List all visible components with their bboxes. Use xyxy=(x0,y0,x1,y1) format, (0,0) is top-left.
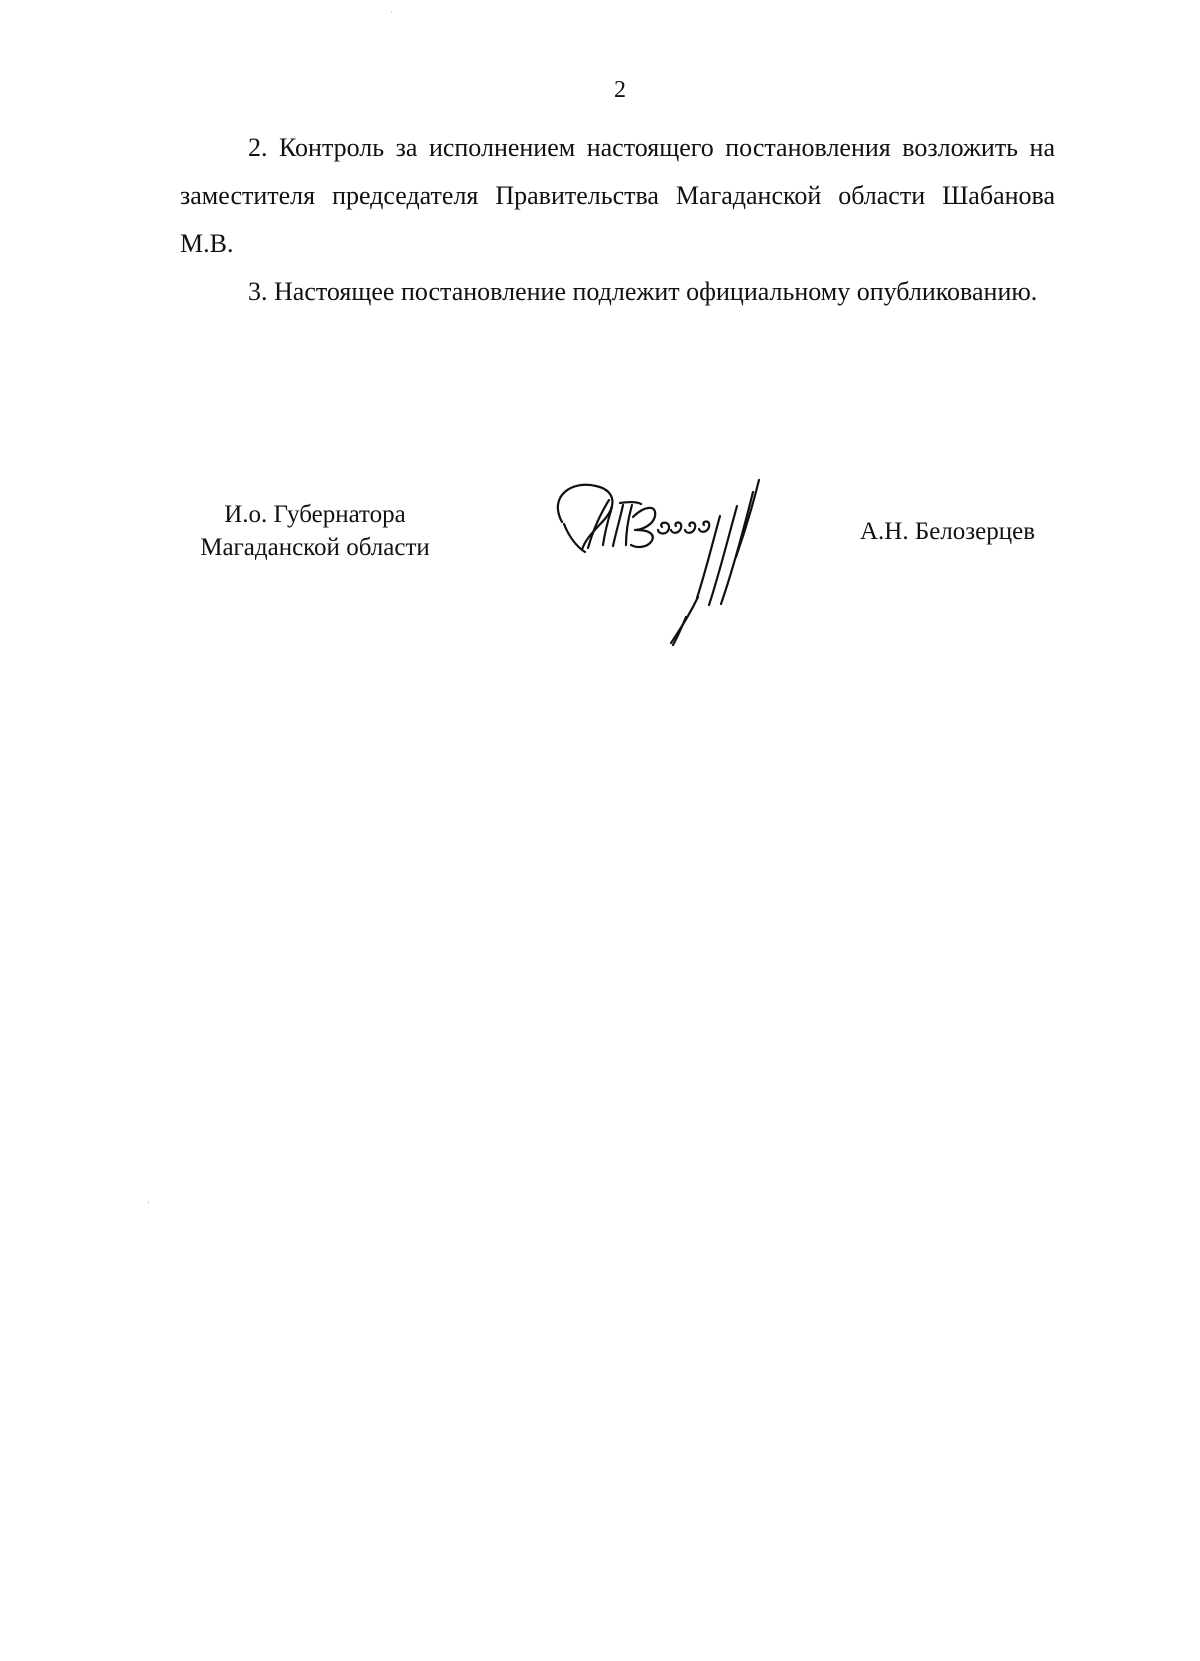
scan-mark xyxy=(391,11,392,13)
signatory-name: А.Н. Белозерцев xyxy=(860,518,1036,545)
signatory-position-line-2: Магаданской области xyxy=(200,534,430,561)
signatory-position xyxy=(180,498,450,564)
signature-block xyxy=(0,498,1200,678)
signatory-position-line-1: И.о. Губернатора xyxy=(224,501,406,528)
document-body xyxy=(180,124,1055,316)
paragraph-publication: 3. Настоящее постановление подлежит официальному опубликованию. xyxy=(248,277,1038,306)
handwritten-signature-image xyxy=(530,472,790,652)
scan-mark xyxy=(148,1201,149,1204)
page-number: 2 xyxy=(614,77,626,103)
paragraph-control: 2. Контроль за исполнением настоящего постановления возложить на заместителя председателя Правительства Магаданской области Шабанова М.В. xyxy=(180,133,1055,258)
